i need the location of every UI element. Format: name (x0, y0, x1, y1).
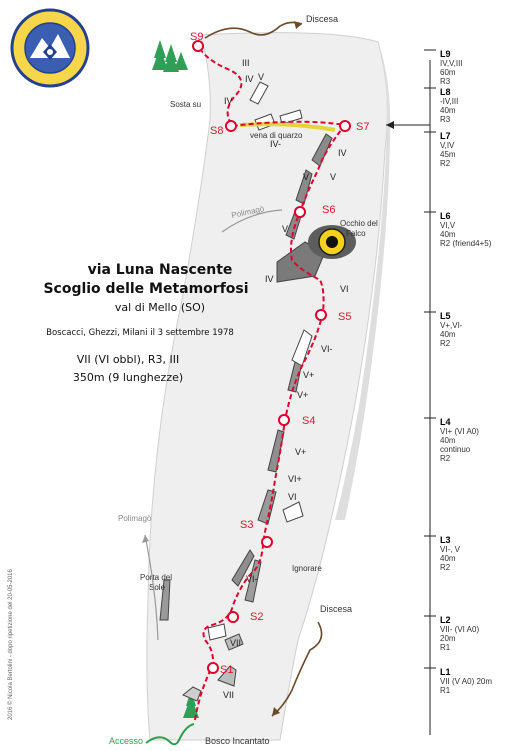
pitch-detail: V,IV (440, 141, 455, 150)
belay-label: S7 (356, 121, 370, 133)
falcon-eye-label-2: Falco (346, 229, 366, 238)
belay-label: S6 (322, 204, 336, 216)
grade-label: V+ (295, 447, 307, 457)
grade-label: IV (265, 274, 274, 284)
grade-label: V+ (297, 390, 309, 400)
pitch-detail: R1 (440, 686, 451, 695)
pitch-detail: -IV,III (440, 97, 459, 106)
belay-label: S2 (250, 611, 264, 623)
pitch-detail: R3 (440, 77, 451, 86)
pitch-id: L1 (440, 667, 451, 677)
polimago-label: Polimagò (118, 514, 152, 523)
grade-label: V (330, 172, 337, 182)
pitch-detail: VI,V (440, 221, 456, 230)
route-name: via Luna Nascente (87, 262, 233, 278)
grade-label: VI- (321, 344, 333, 354)
pitch-detail: R2 (440, 563, 451, 572)
pitch-id: L9 (440, 49, 451, 59)
pitch-id: L6 (440, 211, 451, 221)
pitch-detail: continuo (440, 445, 471, 454)
belay-s3 (262, 537, 272, 547)
location: val di Mello (SO) (114, 301, 206, 314)
grade-label: VI- (246, 574, 258, 584)
pitch-detail: 40m (440, 436, 456, 445)
school-logo (12, 10, 88, 86)
pitch-detail: R2 (440, 159, 451, 168)
pitch-detail: R3 (440, 115, 451, 124)
pitch-detail: 20m (440, 634, 456, 643)
approach-label: Accesso (109, 736, 144, 746)
grade-label: IV (224, 96, 233, 106)
belay-s8 (226, 121, 236, 131)
belay-s2 (228, 612, 238, 622)
belay-s4 (279, 415, 289, 425)
pitch-id: L2 (440, 615, 451, 625)
grade-label: V (303, 172, 310, 182)
belay-label: S4 (302, 415, 316, 427)
ignore-label: Ignorare (292, 564, 322, 573)
pitch-detail: VI+ (VI A0) (440, 427, 479, 436)
wall-name: Scoglio delle Metamorfosi (43, 281, 249, 297)
porta-sole-label-2: Sole (149, 583, 166, 592)
polimago-label: Polimagò (230, 204, 266, 220)
pitch-detail: 45m (440, 150, 456, 159)
belay-label: S8 (210, 125, 224, 137)
route-length: 350m (9 lunghezze) (72, 371, 184, 384)
grade-label: V (258, 72, 265, 82)
pitch-detail: VI-, V (440, 545, 461, 554)
grade-label: V (282, 224, 289, 234)
pitch-detail: 40m (440, 230, 456, 239)
belay-s5 (316, 310, 326, 320)
pitch-detail: 40m (440, 330, 456, 339)
descent-label: Discesa (320, 604, 353, 614)
pitch-detail: R1 (440, 643, 451, 652)
falcon-eye-label: Occhio del (340, 219, 378, 228)
grade-label: III (242, 58, 250, 68)
pitch-detail: V+,VI- (440, 321, 463, 330)
pitch-id: L8 (440, 87, 451, 97)
pitch-detail: VII- (VI A0) (440, 625, 480, 634)
belay-label: S3 (240, 519, 254, 531)
pitch-detail: 40m (440, 554, 456, 563)
pitch-detail: IV,V,III (440, 59, 463, 68)
pitch-detail: 60m (440, 68, 456, 77)
belay-s1 (208, 663, 218, 673)
route-grade: VII (VI obbl), R3, III (76, 353, 180, 366)
pitch-id: L5 (440, 311, 451, 321)
grade-label: VI (288, 492, 297, 502)
pitch-detail: 40m (440, 106, 456, 115)
quartz-label: vena di quarzo (250, 131, 303, 140)
grade-label: VI (340, 284, 349, 294)
pitch-detail: VII (V A0) 20m (440, 677, 493, 686)
belay-s6 (295, 207, 305, 217)
pitch-axis (386, 60, 430, 735)
descent-label: Discesa (306, 14, 339, 24)
grade-label: IV (245, 74, 254, 84)
grade-label: VII (223, 690, 235, 700)
grade-label: V+ (303, 370, 315, 380)
pitch-id: L7 (440, 131, 451, 141)
grade-label: VII (230, 638, 242, 648)
first-ascent: Boscacci, Ghezzi, Milani il 3 settembre 1978 (46, 328, 234, 338)
forest-label: Bosco Incantato (205, 736, 270, 746)
belay-label: S9 (190, 31, 204, 43)
pitch-detail: R2 (440, 454, 451, 463)
grade-label: IV (338, 148, 347, 158)
pitch-detail: R2 (friend4+5) (440, 239, 492, 248)
grade-label: VI+ (288, 474, 302, 484)
sosta-label: Sosta su (170, 100, 202, 109)
belay-label: S1 (220, 664, 234, 676)
pitch-id: L3 (440, 535, 451, 545)
pitch-detail: R2 (440, 339, 451, 348)
pitch-id: L4 (440, 417, 451, 427)
porta-sole-label: Porta del (140, 573, 173, 582)
belay-label: S5 (338, 311, 352, 323)
belay-s7 (340, 121, 350, 131)
grade-label: IV- (270, 139, 282, 149)
copyright: 2016 © Nicola Bertolini - dopo ripetizione del 20-05-2016 (8, 569, 14, 720)
